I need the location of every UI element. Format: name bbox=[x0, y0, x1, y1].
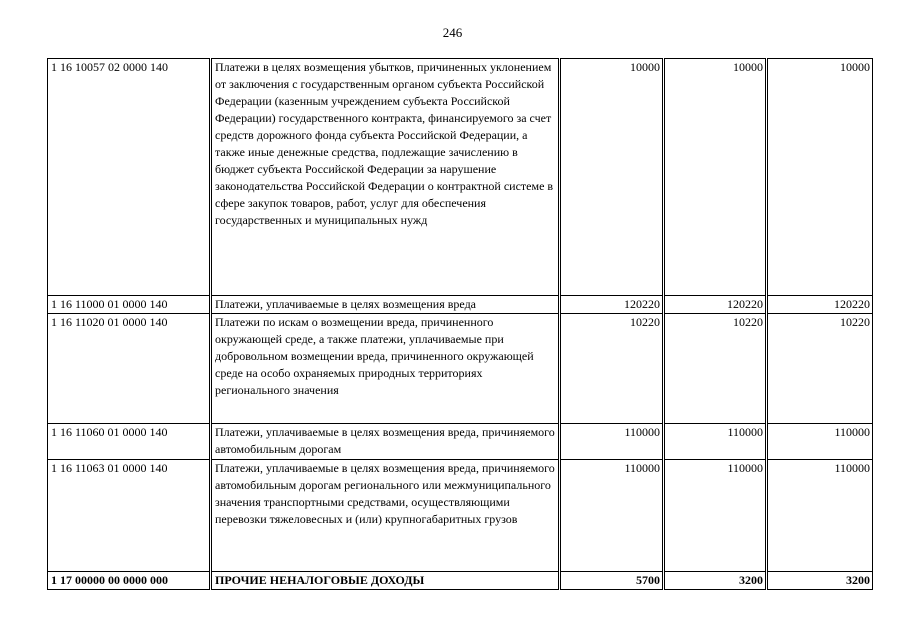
amount-year-3-cell: 110000 bbox=[767, 460, 873, 572]
page-number: 246 bbox=[442, 25, 463, 40]
revenue-name-cell: Платежи, уплачиваемые в целях возмещения вреда, причиняемого автомобильным дорогам регионального или межмуниципального значения транспортными средствами, осуществляющими перевозки тяжеловесных и (или) крупногабаритных грузов bbox=[211, 460, 560, 572]
amount-year-3-cell: 10000 bbox=[767, 59, 873, 296]
revenue-name-cell: Платежи, уплачиваемые в целях возмещения вреда, причиняемого автомобильным дорогам bbox=[211, 424, 560, 460]
amount-year-1-cell: 5700 bbox=[560, 572, 664, 590]
table-row-total bbox=[48, 572, 873, 590]
amount-year-1-cell: 120220 bbox=[560, 296, 664, 314]
table-row bbox=[48, 424, 873, 460]
amount-year-3-cell: 120220 bbox=[767, 296, 873, 314]
budget-code-cell: 1 16 10057 02 0000 140 bbox=[48, 59, 211, 296]
amount-year-2-cell: 110000 bbox=[664, 460, 767, 572]
amount-year-3-cell: 110000 bbox=[767, 424, 873, 460]
revenue-name-cell: Платежи по искам о возмещении вреда, причиненного окружающей среде, а также платежи, уплачиваемые при добровольном возмещении вреда, причиненного окружающей среде на особо охраняемых природных территориях регионального значения bbox=[211, 314, 560, 424]
budget-code-cell: 1 17 00000 00 0000 000 bbox=[48, 572, 211, 590]
budget-code-cell: 1 16 11000 01 0000 140 bbox=[48, 296, 211, 314]
amount-year-1-cell: 10000 bbox=[560, 59, 664, 296]
amount-year-3-cell: 3200 bbox=[767, 572, 873, 590]
table-row bbox=[48, 314, 873, 424]
table-row bbox=[48, 460, 873, 572]
amount-year-1-cell: 110000 bbox=[560, 460, 664, 572]
amount-year-2-cell: 110000 bbox=[664, 424, 767, 460]
amount-year-2-cell: 3200 bbox=[664, 572, 767, 590]
budget-code-cell: 1 16 11060 01 0000 140 bbox=[48, 424, 211, 460]
budget-code-cell: 1 16 11063 01 0000 140 bbox=[48, 460, 211, 572]
amount-year-2-cell: 10220 bbox=[664, 314, 767, 424]
table-row bbox=[48, 59, 873, 296]
amount-year-1-cell: 110000 bbox=[560, 424, 664, 460]
amount-year-1-cell: 10220 bbox=[560, 314, 664, 424]
amount-year-2-cell: 120220 bbox=[664, 296, 767, 314]
table-row bbox=[48, 296, 873, 314]
amount-year-2-cell: 10000 bbox=[664, 59, 767, 296]
budget-revenue-table bbox=[47, 58, 873, 590]
revenue-name-cell: Платежи, уплачиваемые в целях возмещения вреда bbox=[211, 296, 560, 314]
budget-code-cell: 1 16 11020 01 0000 140 bbox=[48, 314, 211, 424]
amount-year-3-cell: 10220 bbox=[767, 314, 873, 424]
revenue-name-cell: Платежи в целях возмещения убытков, причиненных уклонением от заключения с государственным органом субъекта Российской Федерации (казенным учреждением субъекта Российской Федерации) государственного контракта, финансируемого за счет средств дорожного фонда субъекта Российской Федерации, а также иные денежные средства, подлежащие зачислению в бюджет субъекта Российской Федерации за нарушение законодательства Российской Федерации о контрактной системе в сфере закупок товаров, работ, услуг для обеспечения государственных и муниципальных нужд bbox=[211, 59, 560, 296]
revenue-name-cell: ПРОЧИЕ НЕНАЛОГОВЫЕ ДОХОДЫ bbox=[211, 572, 560, 590]
